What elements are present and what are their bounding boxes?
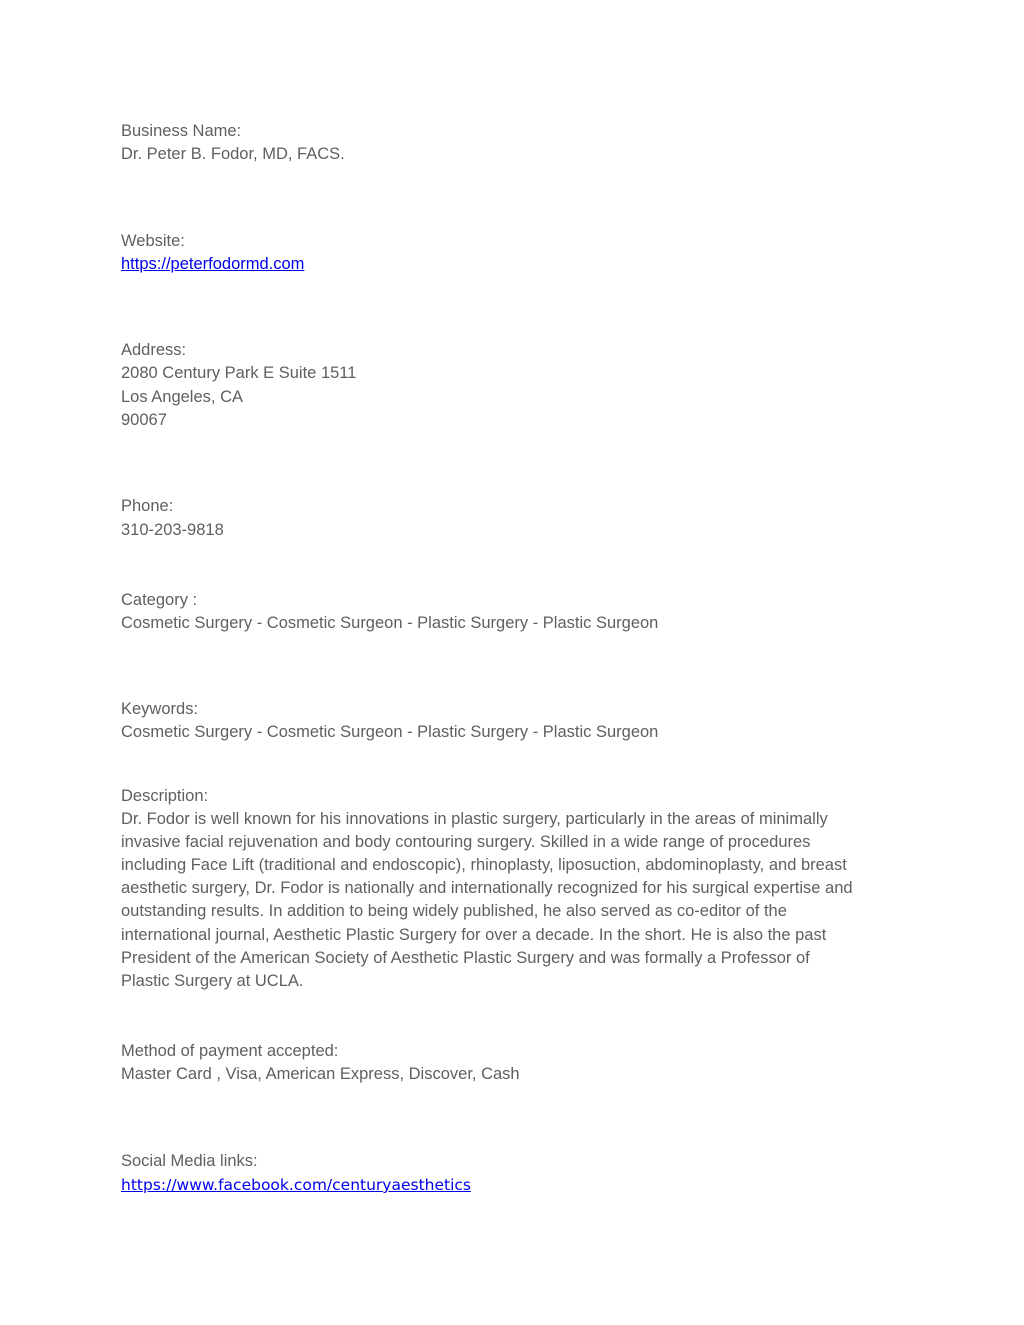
address-line-2: Los Angeles, CA	[121, 388, 243, 406]
business-name-value: Dr. Peter B. Fodor, MD, FACS.	[121, 145, 345, 163]
category-label: Category :	[121, 591, 198, 609]
description-label: Description:	[121, 787, 209, 805]
website-label: Website:	[121, 232, 185, 250]
address-label: Address:	[121, 341, 187, 359]
payment-value: Master Card , Visa, American Express, Discover, Cash	[121, 1065, 520, 1083]
category-value: Cosmetic Surgery - Cosmetic Surgeon - Plastic Surgery - Plastic Surgeon	[121, 614, 659, 632]
business-name-label: Business Name:	[121, 122, 242, 140]
description-line: including Face Lift (traditional and endoscopic), rhinoplasty, liposuction, abdominoplasty, and breast	[121, 856, 847, 874]
payment-label: Method of payment accepted:	[121, 1042, 339, 1060]
description-line: invasive facial rejuvenation and body contouring surgery. Skilled in a wide range of procedures	[121, 833, 811, 851]
address-line-1: 2080 Century Park E Suite 1511	[121, 364, 357, 382]
description-line: outstanding results. In addition to being widely published, he also served as co-editor of the	[121, 902, 787, 920]
description-line: President of the American Society of Aesthetic Plastic Surgery and was formally a Professor of	[121, 949, 810, 967]
description-line: Dr. Fodor is well known for his innovations in plastic surgery, particularly in the areas of minimally	[121, 810, 828, 828]
facebook-link[interactable]: https://www.facebook.com/centuryaesthetics	[121, 1176, 471, 1194]
phone-value: 310-203-9818	[121, 521, 224, 539]
keywords-value: Cosmetic Surgery - Cosmetic Surgeon - Plastic Surgery - Plastic Surgeon	[121, 723, 659, 741]
website-link[interactable]: https://peterfodormd.com	[121, 255, 305, 273]
address-line-3: 90067	[121, 411, 167, 429]
keywords-label: Keywords:	[121, 700, 199, 718]
social-link-row	[121, 1174, 471, 1197]
description-line: aesthetic surgery, Dr. Fodor is nationally and internationally recognized for his surgical expertise and	[121, 879, 853, 897]
website-link-row	[121, 253, 304, 276]
phone-label: Phone:	[121, 497, 174, 515]
description-line: international journal, Aesthetic Plastic Surgery for over a decade. In the short. He is also the past	[121, 926, 827, 944]
social-label: Social Media links:	[121, 1152, 258, 1170]
description-line: Plastic Surgery at UCLA.	[121, 972, 304, 990]
